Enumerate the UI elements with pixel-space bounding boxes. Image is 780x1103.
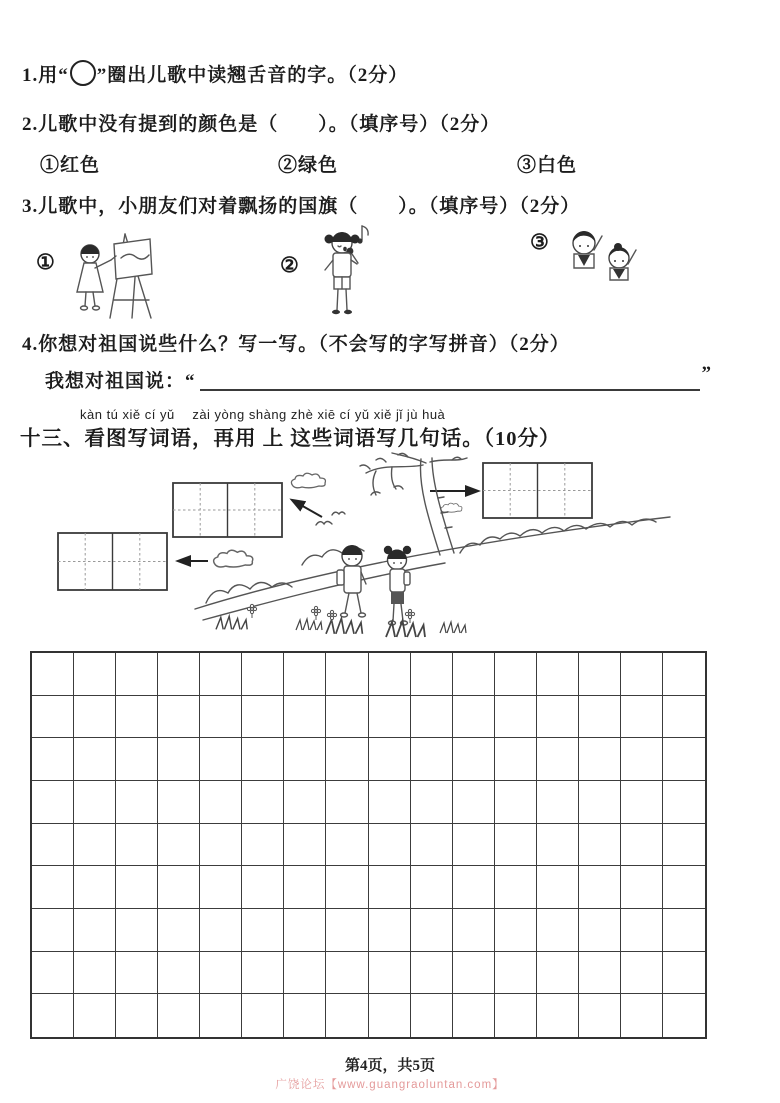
grid-cell [369,994,411,1037]
question-1-text-pre: 1.用“ [22,65,69,86]
children-saluting-image [552,214,652,306]
grid-cell [663,824,705,867]
grid-cell [621,994,663,1037]
grid-cell [453,909,495,952]
grid-cell [663,909,705,952]
grid-cell [242,994,284,1037]
grid-cell [453,824,495,867]
grid-cell [32,696,74,739]
grid-cell [200,738,242,781]
grid-cell [242,866,284,909]
grid-cell [158,909,200,952]
grid-cell [411,696,453,739]
grid-cell [284,909,326,952]
grid-cell [621,952,663,995]
watermark: 广饶论坛【www.guangraoluntan.com】 [275,1079,505,1091]
image-1-label: ① [36,250,55,274]
grid-cell [32,824,74,867]
grid-cell [411,738,453,781]
answer-prefix: 我想对祖国说：“ [45,371,196,392]
grid-cell [621,866,663,909]
grid-cell [242,952,284,995]
grid-cell [621,653,663,696]
grid-cell [32,781,74,824]
grid-cell [32,738,74,781]
question-3: 3.儿歌中，小朋友们对着飘扬的国旗（ ）。（填序号）（2分） [22,196,581,217]
grid-cell [537,653,579,696]
grid-cell [326,994,368,1037]
grid-cell [158,653,200,696]
grid-cell [326,696,368,739]
grid-cell [116,781,158,824]
grid-cell [32,653,74,696]
grid-cell [621,824,663,867]
grid-cell [453,696,495,739]
grid-cell [411,781,453,824]
cloud-icon [291,473,325,488]
grid-cell [242,696,284,739]
boy-drawing [337,545,366,617]
grid-cell [326,952,368,995]
answer-blank-line [200,365,700,391]
option-3-white: ③白色 [517,155,578,176]
grid-cell [621,909,663,952]
grid-cell [579,738,621,781]
grid-cell [579,952,621,995]
grid-cell [74,653,116,696]
grid-cell [453,653,495,696]
grid-cell [284,738,326,781]
question-1 [22,60,408,87]
birds-drawing [316,512,345,525]
grid-cell [663,738,705,781]
grid-cell [369,696,411,739]
grid-cell [495,738,537,781]
grid-cell [116,952,158,995]
grid-cell [326,781,368,824]
grid-cell [621,781,663,824]
grid-cell [369,909,411,952]
grid-cell [74,994,116,1037]
grid-cell [579,909,621,952]
grid-cell [116,653,158,696]
grid-cell [284,824,326,867]
grid-cell [158,866,200,909]
grid-cell [326,909,368,952]
grid-cell [579,824,621,867]
grid-cell [200,994,242,1037]
cloud-icon [441,503,462,512]
grid-cell [495,994,537,1037]
grid-cell [537,952,579,995]
grid-cell [369,866,411,909]
picture-writing-scene [20,453,680,648]
grid-cell [284,653,326,696]
option-1-red: ①红色 [40,155,101,176]
grid-cell [158,696,200,739]
cloud-icon [214,550,253,567]
grid-cell [74,781,116,824]
grid-cell [453,952,495,995]
grid-cell [369,653,411,696]
grid-cell [453,738,495,781]
grid-cell [200,696,242,739]
image-3-label: ③ [530,230,549,254]
grid-cell [74,952,116,995]
character-box-top [173,483,282,537]
grid-cell [369,952,411,995]
grid-cell [369,824,411,867]
grid-cell [663,994,705,1037]
grid-cell [200,824,242,867]
grid-cell [495,781,537,824]
grid-cell [116,824,158,867]
grid-cell [326,866,368,909]
grid-cell [663,866,705,909]
grid-cell [326,738,368,781]
section-13-pinyin: kàn tú xiě cí yǔ zài yòng shàng zhè xiē cí yǔ xiě jǐ jù huà [80,407,446,422]
grid-cell [663,696,705,739]
grid-cell [453,994,495,1037]
grid-cell [579,653,621,696]
grid-cell [32,909,74,952]
grass-flowers-drawing [216,604,466,637]
grid-cell [200,653,242,696]
grid-cell [537,824,579,867]
grid-cell [579,994,621,1037]
grid-cell [663,781,705,824]
grid-cell [116,738,158,781]
page-number: 第4页，共5页 [344,1058,435,1074]
grid-cell [158,738,200,781]
grid-cell [369,781,411,824]
writing-grid [30,651,707,1039]
grid-cell [663,952,705,995]
girl-painting-at-easel-image [62,222,172,322]
grid-cell [495,653,537,696]
grid-cell [579,696,621,739]
grid-cell [74,738,116,781]
grid-cell [242,738,284,781]
grid-cell [326,653,368,696]
question-4: 4.你想对祖国说些什么？写一写。（不会写的字写拼音）（2分） [22,334,570,355]
grid-cell [284,994,326,1037]
grid-cell [495,952,537,995]
grid-cell [32,866,74,909]
grid-cell [200,952,242,995]
grid-cell [579,781,621,824]
image-2-label: ② [280,253,299,277]
grid-cell [411,952,453,995]
grid-cell [200,909,242,952]
grid-cell [116,866,158,909]
question-1-text-post: ”圈出儿歌中读翘舌音的字。（2分） [96,65,409,86]
grid-cell [284,866,326,909]
grid-cell [495,866,537,909]
grid-cell [537,738,579,781]
character-box-left [58,533,167,590]
grid-cell [74,866,116,909]
grid-cell [411,824,453,867]
grid-cell [621,696,663,739]
grid-cell [32,952,74,995]
grid-cell [242,653,284,696]
character-box-right [483,463,592,518]
grid-cell [116,994,158,1037]
grid-cell [621,738,663,781]
grid-cell [453,866,495,909]
grid-cell [453,781,495,824]
answer-row [45,365,711,393]
grid-cell [495,696,537,739]
grid-cell [158,952,200,995]
grid-cell [116,909,158,952]
grid-cell [411,866,453,909]
grid-cell [579,866,621,909]
grid-cell [200,866,242,909]
option-2-green: ②绿色 [278,155,339,176]
grid-cell [242,909,284,952]
question-2: 2.儿歌中没有提到的颜色是（ ）。（填序号）（2分） [22,114,501,135]
grid-cell [116,696,158,739]
grid-cell [495,824,537,867]
grid-cell [74,696,116,739]
grid-cell [284,781,326,824]
girl-singing-image [300,216,385,324]
section-13-title: 十三、看图写词语，再用 上 这些词语写几句话。（10分） [20,428,561,450]
grid-cell [369,738,411,781]
circle-icon [70,60,96,86]
grid-cell [158,781,200,824]
grid-cell [537,994,579,1037]
grid-cell [537,696,579,739]
grid-cell [411,653,453,696]
grid-cell [242,781,284,824]
grid-cell [200,781,242,824]
grid-cell [326,824,368,867]
grid-cell [284,952,326,995]
answer-suffix: ” [701,363,711,384]
grid-cell [537,909,579,952]
grid-cell [158,824,200,867]
grid-cell [158,994,200,1037]
grid-cell [537,781,579,824]
grid-cell [411,994,453,1037]
grid-cell [411,909,453,952]
grid-cell [537,866,579,909]
grid-cell [74,824,116,867]
grid-cell [74,909,116,952]
grid-cell [242,824,284,867]
grid-cell [284,696,326,739]
grid-cell [495,909,537,952]
grid-cell [663,653,705,696]
grid-cell [32,994,74,1037]
